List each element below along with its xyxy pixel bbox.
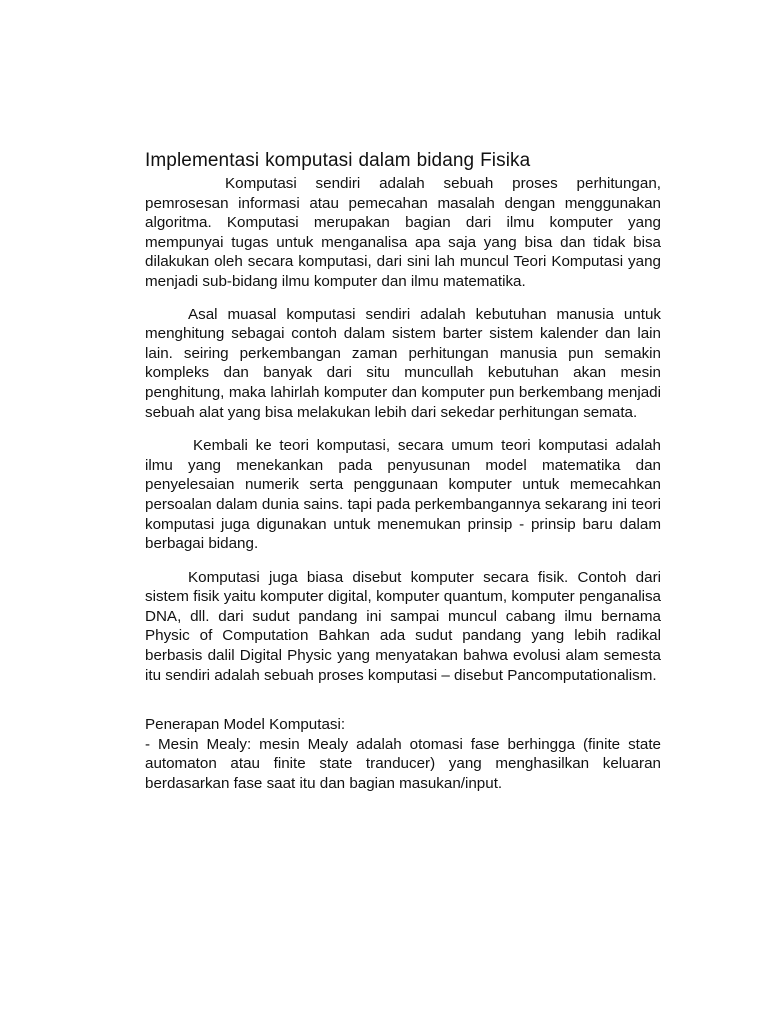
paragraph-3: Kembali ke teori komputasi, secara umum teori komputasi adalah ilmu yang menekankan pada penyusunan model matematika dan penyelesaian numerik serta penggunaan komputer untuk memecahkan persoalan dalam dunia sains. tapi pada perkembangannya sekarang ini teori komputasi juga digunakan untuk menemukan prinsip - prinsip baru dalam berbagai bidang.	[145, 437, 661, 553]
paragraph-1: Komputasi sendiri adalah sebuah proses perhitungan, pemrosesan informasi atau pemecahan masalah dengan menggunakan algoritma. Komputasi merupakan bagian dari ilmu komputer yang mempunyai tugas untuk menganalisa apa saja yang bisa dan tidak bisa dilakukan oleh secara komputasi, dari sini lah muncul Teori Komputasi yang menjadi sub-bidang ilmu komputer dan ilmu matematika.	[145, 175, 661, 290]
section-heading: Penerapan Model Komputasi:	[145, 716, 346, 734]
document-page	[145, 150, 661, 794]
paragraph-2: Asal muasal komputasi sendiri adalah kebutuhan manusia untuk menghitung sebagai contoh dalam sistem barter sistem kalender dan lain lain. seiring perkembangan zaman perhitungan manusia pun semakin kompleks dan banyak dari situ muncullah kebutuhan akan mesin penghitung, maka lahirlah komputer dan komputer pun berkembang menjadi sebuah alat yang bisa melakukan lebih dari sekedar perhitungan semata.	[145, 305, 661, 421]
list-item: - Mesin Mealy: mesin Mealy adalah otomasi fase berhingga (finite state automaton atau finite state tranducer) yang menghasilkan keluaran berdasarkan fase saat itu dan bagian masukan/input.	[145, 735, 661, 793]
paragraph-4: Komputasi juga biasa disebut komputer secara fisik. Contoh dari sistem fisik yaitu komputer digital, komputer quantum, komputer penganalisa DNA, dll. dari sudut pandang ini sampai muncul cabang ilmu bernama Physic of Computation Bahkan ada sudut pandang yang lebih radikal berbasis dalil Digital Physic yang menyatakan bahwa evolusi alam semesta itu sendiri adalah sebuah proses komputasi – disebut Pancomputationalism.	[145, 568, 661, 684]
document-title: Implementasi komputasi dalam bidang Fisika	[145, 150, 531, 171]
